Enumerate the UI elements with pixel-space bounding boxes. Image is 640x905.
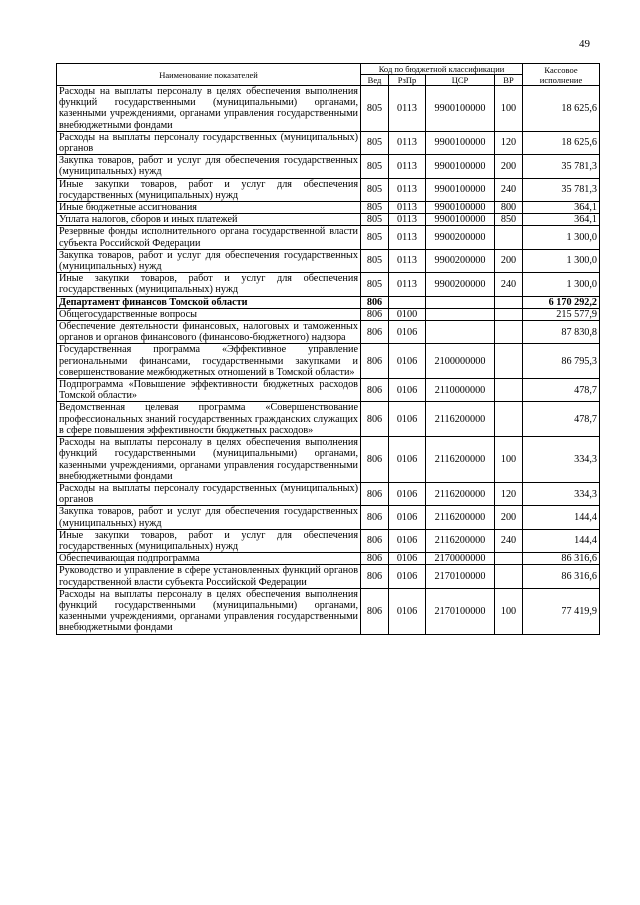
- row-vr-cell: 800: [495, 202, 523, 214]
- header-csr: ЦСР: [426, 75, 495, 86]
- row-csr-cell: 9900200000: [426, 249, 495, 272]
- row-vr-cell: [495, 344, 523, 379]
- row-rzpr-cell: [389, 296, 426, 308]
- row-vr-cell: [495, 565, 523, 588]
- table-row: [57, 588, 600, 634]
- row-csr-cell: 9900200000: [426, 226, 495, 249]
- row-amount-cell: 86 316,6: [523, 565, 600, 588]
- row-vr-cell: [495, 553, 523, 565]
- row-name-cell: Закупка товаров, работ и услуг для обеспечения государственных (муниципальных) нужд: [57, 249, 361, 272]
- row-name-cell: Расходы на выплаты персоналу государственных (муниципальных) органов: [57, 482, 361, 505]
- row-csr-cell: 9900100000: [426, 214, 495, 226]
- row-csr-cell: [426, 321, 495, 344]
- row-rzpr-cell: 0106: [389, 565, 426, 588]
- row-rzpr-cell: 0106: [389, 482, 426, 505]
- row-rzpr-cell: 0106: [389, 321, 426, 344]
- table-row: [57, 402, 600, 437]
- row-ved-cell: 805: [361, 226, 389, 249]
- header-vr: ВР: [495, 75, 523, 86]
- row-ved-cell: 806: [361, 379, 389, 402]
- row-csr-cell: 2170000000: [426, 553, 495, 565]
- row-vr-cell: 200: [495, 249, 523, 272]
- row-name-cell: Уплата налогов, сборов и иных платежей: [57, 214, 361, 226]
- row-rzpr-cell: 0113: [389, 226, 426, 249]
- row-ved-cell: 806: [361, 402, 389, 437]
- page-number: 49: [579, 38, 590, 50]
- row-amount-cell: 478,7: [523, 402, 600, 437]
- row-vr-cell: 850: [495, 214, 523, 226]
- row-vr-cell: 100: [495, 588, 523, 634]
- row-amount-cell: 35 781,3: [523, 178, 600, 201]
- row-amount-cell: 18 625,6: [523, 131, 600, 154]
- row-ved-cell: 806: [361, 321, 389, 344]
- row-name-cell: Закупка товаров, работ и услуг для обеспечения государственных (муниципальных) нужд: [57, 155, 361, 178]
- row-vr-cell: 240: [495, 529, 523, 552]
- table-row: [57, 249, 600, 272]
- row-amount-cell: 86 795,3: [523, 344, 600, 379]
- row-rzpr-cell: 0106: [389, 588, 426, 634]
- table-row: [57, 202, 600, 214]
- row-rzpr-cell: 0106: [389, 553, 426, 565]
- row-rzpr-cell: 0113: [389, 214, 426, 226]
- row-name-cell: Департамент финансов Томской области: [57, 296, 361, 308]
- row-name-cell: Расходы на выплаты персоналу в целях обеспечения выполнения функций государственными (муниципальными) органами, казенными учреждениями, органами управления государственными внебюджетными фондами: [57, 86, 361, 132]
- row-rzpr-cell: 0106: [389, 529, 426, 552]
- table-row: [57, 529, 600, 552]
- table-row: [57, 226, 600, 249]
- header-code-group: Код по бюджетной классификации: [361, 64, 523, 75]
- row-name-cell: Иные закупки товаров, работ и услуг для обеспечения государственных (муниципальных) нужд: [57, 273, 361, 296]
- table-header-row: [57, 64, 600, 75]
- table-row: [57, 344, 600, 379]
- row-vr-cell: 200: [495, 155, 523, 178]
- row-amount-cell: 215 577,9: [523, 308, 600, 320]
- row-amount-cell: 1 300,0: [523, 249, 600, 272]
- table-row: [57, 437, 600, 483]
- row-vr-cell: [495, 321, 523, 344]
- row-rzpr-cell: 0113: [389, 273, 426, 296]
- row-vr-cell: 120: [495, 131, 523, 154]
- row-ved-cell: 806: [361, 506, 389, 529]
- row-vr-cell: 100: [495, 86, 523, 132]
- row-name-cell: Ведомственная целевая программа «Совершенствование профессиональных знаний государственных гражданских служащих в сфере повышения эффективности бюджетных расходов»: [57, 402, 361, 437]
- row-csr-cell: 2116200000: [426, 506, 495, 529]
- row-ved-cell: 806: [361, 437, 389, 483]
- row-csr-cell: 2110000000: [426, 379, 495, 402]
- row-csr-cell: 2170100000: [426, 565, 495, 588]
- row-vr-cell: [495, 379, 523, 402]
- row-amount-cell: 1 300,0: [523, 273, 600, 296]
- row-name-cell: Расходы на выплаты персоналу в целях обеспечения выполнения функций государственными (муниципальными) органами, казенными учреждениями, органами управления государственными внебюджетными фондами: [57, 588, 361, 634]
- row-amount-cell: 1 300,0: [523, 226, 600, 249]
- table-row: [57, 482, 600, 505]
- row-rzpr-cell: 0113: [389, 131, 426, 154]
- row-csr-cell: 9900100000: [426, 131, 495, 154]
- row-amount-cell: 364,1: [523, 202, 600, 214]
- table-row: [57, 565, 600, 588]
- row-name-cell: Иные бюджетные ассигнования: [57, 202, 361, 214]
- row-ved-cell: 805: [361, 131, 389, 154]
- row-rzpr-cell: 0113: [389, 86, 426, 132]
- row-rzpr-cell: 0106: [389, 506, 426, 529]
- row-csr-cell: 9900100000: [426, 178, 495, 201]
- row-amount-cell: 144,4: [523, 529, 600, 552]
- table-row: [57, 155, 600, 178]
- table-row: [57, 506, 600, 529]
- header-amount: Кассовое исполнение: [523, 64, 600, 86]
- row-amount-cell: 87 830,8: [523, 321, 600, 344]
- row-vr-cell: 240: [495, 178, 523, 201]
- row-csr-cell: 2116200000: [426, 482, 495, 505]
- row-ved-cell: 806: [361, 553, 389, 565]
- row-vr-cell: 240: [495, 273, 523, 296]
- row-vr-cell: 100: [495, 437, 523, 483]
- table-row: [57, 296, 600, 308]
- row-csr-cell: 9900200000: [426, 273, 495, 296]
- row-ved-cell: 805: [361, 249, 389, 272]
- table-row: [57, 553, 600, 565]
- row-vr-cell: [495, 226, 523, 249]
- row-csr-cell: 2170100000: [426, 588, 495, 634]
- row-vr-cell: [495, 402, 523, 437]
- table-row: [57, 379, 600, 402]
- row-ved-cell: 805: [361, 273, 389, 296]
- row-rzpr-cell: 0106: [389, 379, 426, 402]
- row-amount-cell: 6 170 292,2: [523, 296, 600, 308]
- row-rzpr-cell: 0100: [389, 308, 426, 320]
- row-amount-cell: 86 316,6: [523, 553, 600, 565]
- row-csr-cell: [426, 308, 495, 320]
- row-name-cell: Подпрограмма «Повышение эффективности бюджетных расходов Томской области»: [57, 379, 361, 402]
- row-amount-cell: 35 781,3: [523, 155, 600, 178]
- row-ved-cell: 806: [361, 482, 389, 505]
- row-rzpr-cell: 0113: [389, 155, 426, 178]
- row-amount-cell: 334,3: [523, 482, 600, 505]
- row-amount-cell: 144,4: [523, 506, 600, 529]
- row-rzpr-cell: 0106: [389, 402, 426, 437]
- row-name-cell: Расходы на выплаты персоналу в целях обеспечения выполнения функций государственными (муниципальными) органами, казенными учреждениями, органами управления государственными внебюджетными фондами: [57, 437, 361, 483]
- row-name-cell: Руководство и управление в сфере установленных функций органов государственной власти субъекта Российской Федерации: [57, 565, 361, 588]
- table-row: [57, 273, 600, 296]
- budget-table: [56, 63, 600, 635]
- row-amount-cell: 77 419,9: [523, 588, 600, 634]
- row-ved-cell: 806: [361, 588, 389, 634]
- table-row: [57, 321, 600, 344]
- row-ved-cell: 806: [361, 565, 389, 588]
- row-name-cell: Закупка товаров, работ и услуг для обеспечения государственных (муниципальных) нужд: [57, 506, 361, 529]
- row-amount-cell: 334,3: [523, 437, 600, 483]
- row-ved-cell: 805: [361, 202, 389, 214]
- row-csr-cell: 9900100000: [426, 155, 495, 178]
- row-amount-cell: 478,7: [523, 379, 600, 402]
- row-ved-cell: 805: [361, 178, 389, 201]
- row-vr-cell: 200: [495, 506, 523, 529]
- row-csr-cell: 9900100000: [426, 86, 495, 132]
- row-ved-cell: 806: [361, 529, 389, 552]
- row-rzpr-cell: 0113: [389, 178, 426, 201]
- row-name-cell: Резервные фонды исполнительного органа государственной власти субъекта Российской Федерации: [57, 226, 361, 249]
- row-amount-cell: 364,1: [523, 214, 600, 226]
- table-row: [57, 178, 600, 201]
- row-rzpr-cell: 0113: [389, 249, 426, 272]
- row-vr-cell: 120: [495, 482, 523, 505]
- row-name-cell: Обеспечивающая подпрограмма: [57, 553, 361, 565]
- table-row: [57, 131, 600, 154]
- row-csr-cell: 9900100000: [426, 202, 495, 214]
- table-row: [57, 86, 600, 132]
- row-rzpr-cell: 0106: [389, 437, 426, 483]
- row-ved-cell: 806: [361, 296, 389, 308]
- header-ved: Вед: [361, 75, 389, 86]
- row-name-cell: Иные закупки товаров, работ и услуг для обеспечения государственных (муниципальных) нужд: [57, 529, 361, 552]
- header-rzpr: РзПр: [389, 75, 426, 86]
- row-ved-cell: 805: [361, 214, 389, 226]
- row-ved-cell: 805: [361, 86, 389, 132]
- row-rzpr-cell: 0113: [389, 202, 426, 214]
- row-csr-cell: 2100000000: [426, 344, 495, 379]
- table-row: [57, 308, 600, 320]
- row-name-cell: Расходы на выплаты персоналу государственных (муниципальных) органов: [57, 131, 361, 154]
- row-vr-cell: [495, 308, 523, 320]
- row-name-cell: Общегосударственные вопросы: [57, 308, 361, 320]
- row-vr-cell: [495, 296, 523, 308]
- row-name-cell: Иные закупки товаров, работ и услуг для обеспечения государственных (муниципальных) нужд: [57, 178, 361, 201]
- row-ved-cell: 805: [361, 155, 389, 178]
- row-csr-cell: 2116200000: [426, 529, 495, 552]
- row-name-cell: Государственная программа «Эффективное управление региональными финансами, государственными закупками и совершенствование межбюджетных отношений в Томской области»: [57, 344, 361, 379]
- row-amount-cell: 18 625,6: [523, 86, 600, 132]
- table-row: [57, 214, 600, 226]
- row-ved-cell: 806: [361, 344, 389, 379]
- row-ved-cell: 806: [361, 308, 389, 320]
- header-name: Наименование показателей: [57, 64, 361, 86]
- row-csr-cell: 2116200000: [426, 402, 495, 437]
- row-csr-cell: 2116200000: [426, 437, 495, 483]
- row-csr-cell: [426, 296, 495, 308]
- row-name-cell: Обеспечение деятельности финансовых, налоговых и таможенных органов и органов финансового (финансово-бюджетного) надзора: [57, 321, 361, 344]
- row-rzpr-cell: 0106: [389, 344, 426, 379]
